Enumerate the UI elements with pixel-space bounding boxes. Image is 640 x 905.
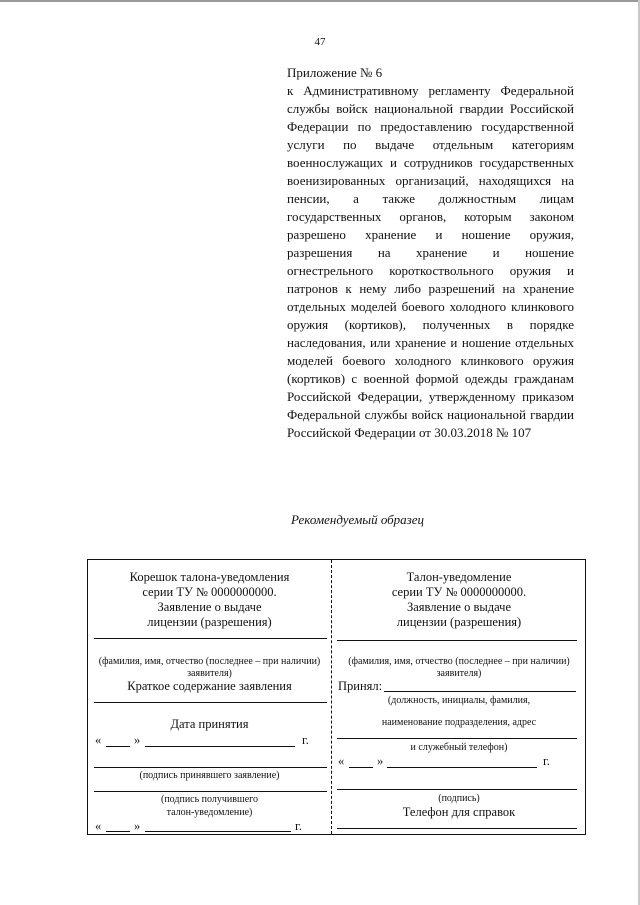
notice-fio-line [337, 640, 577, 641]
notice-date-month-field [387, 767, 537, 768]
stub-bottom-year: г. [295, 819, 302, 833]
notice-header-line3: Заявление о выдаче [406, 600, 512, 614]
appendix-body: к Административному регламенту Федеральной службы войск национальной гвардии Российской Федерации по предоставлению государственной услуги по выдаче отдельным категориям военнослужащих и сотрудников государственных военизированных организаций, находящихся на пенсии, а также должностным лицам государственных органов, которым законом разрешено хранение и ношение оружия, разрешения на хранение и ношение огнестрельного короткоствольного оружия и патронов к нему либо разрешений на хранение отдельных моделей боевого холодного клинкового оружия (кортиков), полученных в порядке наследования, или хранение и ношение отдельных моделей боевого холодного клинкового оружия (кортиков) с военной формой одежды гражданам Российской Федерации, утвержденному приказом Федеральной службы войск национальной гвардии Российской Федерации от 30.03.2018 № 107 [287, 83, 574, 440]
appendix-title: Приложение № 6 [287, 65, 383, 80]
notice-position-caption: (должность, инициалы, фамилия, [387, 695, 531, 706]
notice-help-phone-line [337, 828, 577, 829]
notice-help-phone-label: Телефон для справок [402, 805, 516, 819]
stub-receiver-caption-1: (подпись получившего [161, 794, 258, 805]
stub-bottom-month-field [145, 831, 291, 832]
notice-unit-caption: наименование подразделения, адрес [381, 717, 537, 728]
stub-receiver-signature-line [94, 791, 327, 792]
stub-acceptor-caption: (подпись принявшего заявление) [139, 770, 280, 781]
stub-bottom-close-quote: » [134, 819, 141, 833]
notice-date-day-field [349, 767, 373, 768]
stub-header-line1: Корешок талона-уведомления [129, 570, 290, 584]
stub-date-open-quote: « [95, 733, 102, 747]
stub-header-line4: лицензии (разрешения) [147, 615, 272, 629]
page-number: 47 [314, 36, 326, 48]
stub-date-label: Дата принятия [170, 717, 249, 731]
stub-date-close-quote: » [134, 733, 141, 747]
stub-date-day-field [106, 746, 130, 747]
stub-bottom-day-field [106, 831, 130, 832]
stub-summary-label: Краткое содержание заявления [127, 679, 292, 693]
sample-label: Рекомендуемый образец [291, 512, 425, 527]
notice-fio-caption-1: (фамилия, имя, отчество (последнее – при наличии) [348, 656, 570, 667]
stub-fio-caption-2: заявителя) [187, 668, 232, 679]
notice-header-line4: лицензии (разрешения) [396, 615, 522, 629]
notice-signature-caption: (подпись) [438, 793, 480, 804]
notice-header-line1: Талон-уведомление [406, 570, 512, 584]
stub-fio-caption-1: (фамилия, имя, отчество (последнее – при наличии) [98, 656, 321, 667]
stub-acceptor-signature-line [94, 767, 327, 768]
notice-signature-line [337, 789, 577, 790]
stub-summary-line [94, 702, 327, 703]
notice-phone-caption: и служебный телефон) [410, 742, 508, 753]
notice-address-line [337, 738, 577, 739]
stub-header-line2: серии ТУ № 0000000000. [142, 585, 277, 599]
notice-date-open-quote: « [338, 754, 345, 768]
stub-header-line3: Заявление о выдаче [157, 600, 262, 614]
notice-date-close-quote: » [377, 754, 384, 768]
stub-bottom-open-quote: « [95, 819, 102, 833]
notice-accepted-line [384, 691, 576, 692]
stub-date-year: г. [302, 733, 309, 747]
notice-date-year: г. [543, 754, 550, 768]
cut-line [331, 560, 332, 834]
notice-accepted-label: Принял: [338, 679, 383, 693]
page-edge-top [0, 0, 640, 2]
stub-receiver-caption-2: талон-уведомление) [166, 807, 253, 818]
stub-fio-line [94, 638, 327, 639]
notice-header-line2: серии ТУ № 0000000000. [391, 585, 527, 599]
notification-form [87, 559, 586, 835]
notice-fio-caption-2: заявителя) [436, 668, 482, 679]
appendix-block [287, 64, 574, 442]
stub-date-month-field [145, 746, 295, 747]
